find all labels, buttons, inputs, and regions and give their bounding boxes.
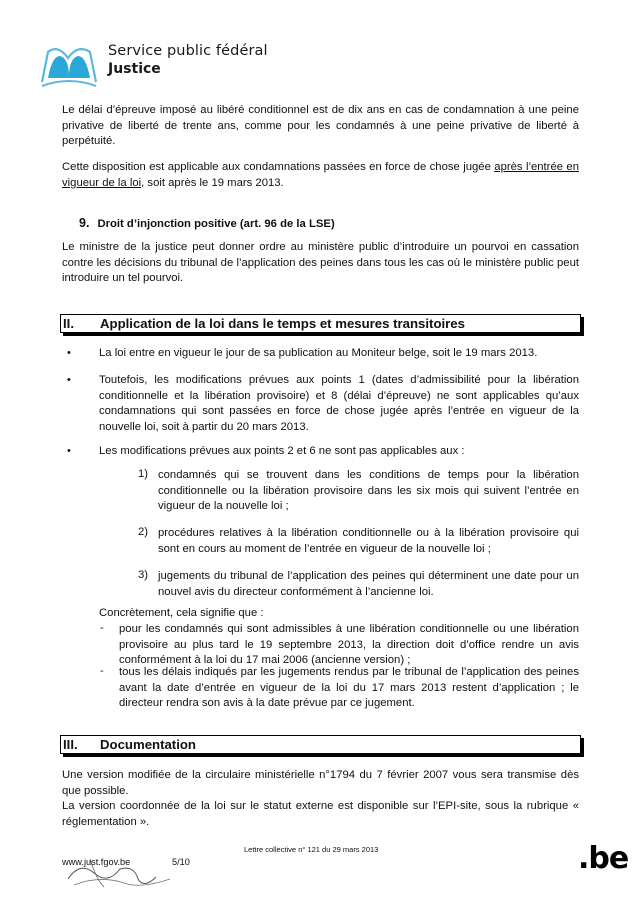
org-name — [108, 43, 268, 77]
numbered-item-text: procédures relatives à la libération conditionnelle ou à la libération provisoire qui sont en cours au moment de l’entrée en vigueur de la nouvelle loi ; — [158, 527, 579, 555]
dash-marker: - — [100, 622, 104, 634]
dash-item: pour les condamnés qui sont admissibles à une libération conditionnelle ou une libération provisoire au plus tard le 19 septembre 2013, la direction doit d’office rendre un avis conformément à la loi du 17 mai 2006 (ancienne version) ; — [119, 623, 579, 666]
documentation-paragraph-1: Une version modifiée de la circulaire ministérielle n°1794 du 7 février 2007 vous sera transmise dès que possible. — [62, 769, 579, 797]
section-title: Application de la loi dans le temps et mesures transitoires — [100, 316, 465, 331]
numbered-item-number: 2) — [138, 526, 149, 538]
section-2-heading — [60, 314, 581, 333]
subsection-9-body: Le ministre de la justice peut donner ordre au ministère public d’introduire un pourvoi en cassation contre les décisions du tribunal de l’application des peines dans tous les cas où le ministère public peut introduire un tel pourvoi. — [62, 241, 579, 284]
documentation-paragraph-2: La version coordonnée de la loi sur le statut externe est disponible sur l’EPI-site, sous la rubrique « réglementation ». — [62, 800, 579, 828]
section-title: Documentation — [100, 737, 196, 752]
list-item: Les modifications prévues aux points 2 et 6 ne sont pas applicables aux : — [99, 445, 465, 457]
page-number: 5/10 — [172, 857, 190, 867]
bullet-icon: • — [67, 445, 71, 457]
list-item: Toutefois, les modifications prévues aux points 1 (dates d’admissibilité pour la libération conditionnelle et la libération provisoire) et 8 (délai d’épreuve) ne sont applicables qu’aux condamnations qui sont passées en force de chose jugée après l’entrée en vigueur de la nouvelle loi, soit à partir du 20 mars 2013. — [99, 374, 579, 433]
subsection-title: Droit d’injonction positive (art. 96 de la LSE) — [97, 218, 335, 230]
numbered-item-text: condamnés qui se trouvent dans les conditions de temps pour la libération conditionnelle ou la libération provisoire dans les six mois qui suivent l’entrée en vigueur de la nouvelle loi ; — [158, 469, 579, 512]
concretely-text: Concrètement, cela signifie que : — [99, 607, 264, 619]
letter-reference: Lettre collective n° 121 du 29 mars 2013 — [244, 845, 379, 854]
list-item: La loi entre en vigueur le jour de sa publication au Moniteur belge, soit le 19 mars 2013. — [99, 347, 538, 359]
intro-p2-start: Cette disposition est applicable aux condamnations passées en force de chose jugée — [62, 161, 495, 173]
intro-paragraph-1: Le délai d’épreuve imposé au libéré conditionnel est de dix ans en cas de condamnation à une peine privative de liberté de trente ans, comme pour les condamnés à une peine privative de liberté à perpétuité. — [62, 104, 579, 147]
signature-scribble-icon — [60, 849, 180, 893]
numbered-item-number: 3) — [138, 569, 149, 581]
intro-p2-end: , soit après le 19 mars 2013. — [141, 176, 284, 189]
intro-paragraph-2 — [62, 160, 579, 191]
be-brand-logo: .be — [578, 841, 629, 876]
numbered-item-number: 1) — [138, 468, 149, 480]
bullet-icon: • — [67, 347, 71, 359]
website-link[interactable]: www.just.fgov.be — [62, 857, 131, 867]
dash-marker: - — [100, 665, 104, 677]
bullet-icon: • — [67, 374, 71, 386]
org-line1: Service public fédéral — [108, 43, 268, 59]
numbered-item-text: jugements du tribunal de l’application des peines qui déterminent une date pour un nouvel avis du directeur conformément à l’ancienne loi. — [158, 570, 579, 598]
justice-logo-icon — [38, 38, 100, 90]
org-line2: Justice — [108, 61, 161, 77]
section-roman: II. — [63, 316, 74, 331]
section-3-heading — [60, 735, 581, 754]
section-roman: III. — [63, 737, 78, 752]
dash-item: tous les délais indiqués par les jugements rendus par le tribunal de l’application des peines avant la date d’entrée en vigueur de la loi du 17 mars 2013 restent d’application ; le directeur rendra son avis à la date prévue par ce jugement. — [119, 666, 579, 709]
intro-p2-underlined: après l’entrée en vigueur de la loi — [62, 161, 579, 189]
subsection-number: 9. — [79, 216, 90, 230]
subsection-9-heading — [79, 216, 335, 230]
